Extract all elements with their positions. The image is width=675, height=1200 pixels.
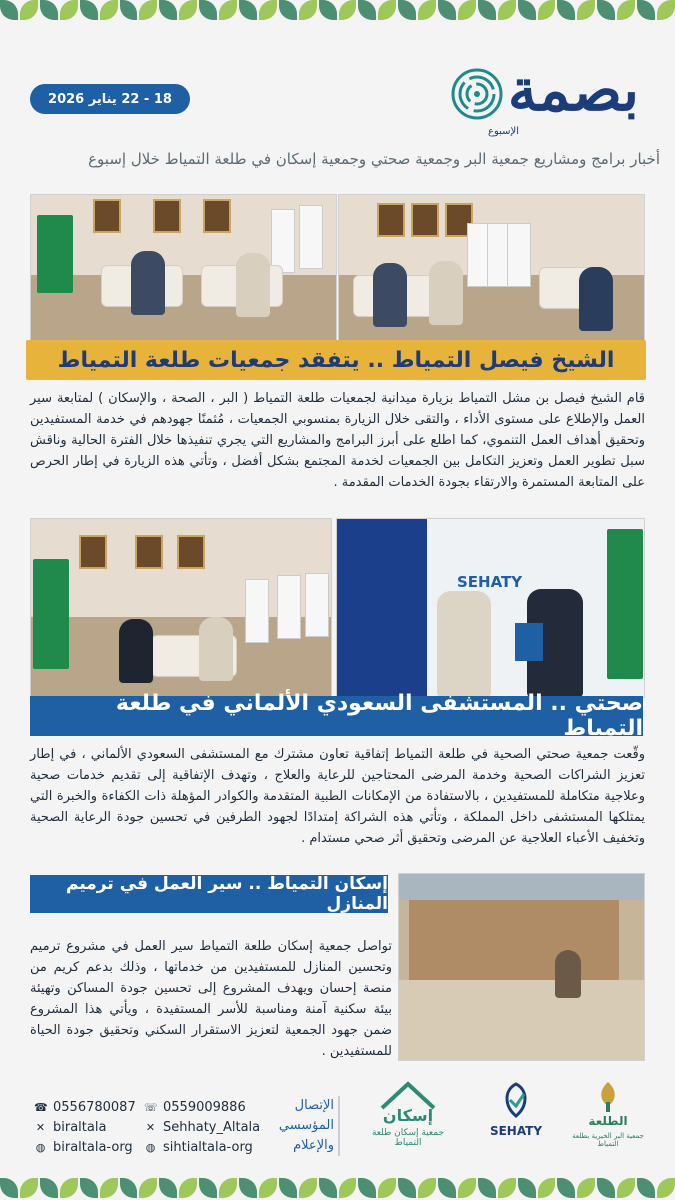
iskan-logo: إسكان جمعية إسكان طلعة التمياط [358, 1080, 458, 1150]
logo-title: بصمة [507, 56, 639, 124]
globe-icon: ◍ [35, 1140, 46, 1154]
article2-photo-right [336, 518, 645, 698]
article2-body: وقّعت جمعية صحتي الصحية في طلعة التمياط إتفاقية تعاون مشترك مع المستشفى السعودي الألماني ، في إطار تعزيز الشراكات الصحية وخدمة المرضى المحتاجين للرعاية والعلاج ، وتهدف الإتفاقية إلى تقديم خدمات صحية وعلاجية متكاملة للمستفيدين ، بالاستفادة من الإمكانات الطبية المتقدمة والكوادر المؤهلة ذات الكفاءة والخبرة التي يمتلكها المستشفى داخل المملكة ، وتأتي هذه الشراكة إمتدادًا لجهود الطرفين في تحسين جودة الرعاية الصحية وتخفيف الأعباء العلاجية عن المرضى وتحقيق أثر صحي مستدام . [30, 747, 645, 846]
article1-body: قام الشيخ فيصل بن مشل التمياط بزيارة ميدانية لجمعيات طلعة التمياط ( البر ، الصحة ، والإسكان ) لمتابعة سير العمل والإطلاع على مستوى الأداء ، والتقى خلال الزيارة بمنسوبي الجمعيات ، مُثمنًا جهودهم في خدمة المستفيدين وتحقيق أهداف العمل التنموي، كما اطلع على أبرز البرامج والمشاريع التي يجري تنفيذها خلال الفترة الحالية وناقش سبل تطوير العمل وتعزيز التكامل بين الجمعيات لخدمة المجتمع بشكل أفضل ، وتأتي هذه الزيارة في إطار الحرص على المتابعة المستمرة والارتقاء بجودة الخدمات المقدمة . [30, 391, 645, 490]
article3-body: تواصل جمعية إسكان طلعة التمياط سير العمل في مشروع ترميم وتحسين المنازل للمستفيدين من خدماتها ، وذلك بدعم كريم من منصة إحسان ويهدف المشروع إلى تحسين جودة المساكن وتهيئة بيئة سكنية آمنة ومناسبة للأسر المستفيدة ، ويأتي هذا المشروع ضمن جهود الجمعية لتعزيز الاستقرار السكني وتحقيق جودة الحياة للمستفيدين . [30, 939, 392, 1059]
department-label: الإتصال المؤسسي والإعلام [266, 1096, 340, 1156]
contact-web2[interactable]: ◍ sihtialtala-org [145, 1139, 253, 1155]
fingerprint-icon [449, 66, 505, 122]
top-leaf-border [0, 0, 675, 22]
contact-x2[interactable]: ✕ Sehhaty_Altala [145, 1119, 261, 1135]
bottom-leaf-border [0, 1178, 675, 1200]
article3-headline [30, 875, 388, 913]
article2-headline [30, 691, 643, 741]
article3-photo [398, 873, 645, 1061]
sehaty-emblem-icon [496, 1080, 536, 1120]
logo-subtitle: الإسبوع [487, 126, 519, 137]
footer-contacts-col2 [34, 1097, 154, 1157]
contact-whatsapp[interactable]: ☏ 0559009886 [144, 1099, 246, 1115]
x-icon: ✕ [145, 1120, 156, 1134]
tree-icon [593, 1080, 623, 1114]
sehaty-sign: SEHATY [457, 573, 523, 591]
birr-logo: الطلعة جمعية البر الخيرية بطلعة التمياط [568, 1080, 648, 1150]
contact-web[interactable]: ◍ biraltala-org [35, 1139, 133, 1155]
article2-headline-text: صحتي .. المستشفى السعودي الألماني في طلعة التمياط [115, 691, 643, 741]
whatsapp-icon: ☏ [144, 1100, 158, 1114]
date-text: 18 - 22 يناير 2026 [48, 91, 172, 107]
article2-photo-left [30, 518, 332, 698]
article1-photo-left [30, 194, 337, 342]
date-badge [30, 84, 190, 114]
sehaty-logo: SEHATY [466, 1080, 566, 1150]
weekly-logo [339, 56, 639, 146]
article3-headline-text: إسكان التمياط .. سير العمل في ترميم المنازل [66, 874, 388, 914]
contact-x[interactable]: ✕ biraltala [35, 1119, 107, 1135]
article1-photo-right [338, 194, 645, 342]
phone-icon: ☎ [34, 1100, 48, 1114]
x-icon: ✕ [35, 1120, 46, 1134]
footer-contacts-col1 [144, 1097, 274, 1157]
page-subtitle: أخبار برامج ومشاريع جمعية البر وجمعية صحتي وجمعية إسكان في طلعة التمياط خلال إسبوع [88, 150, 660, 168]
globe-icon: ◍ [145, 1140, 156, 1154]
contact-phone[interactable]: ☎ 0556780087 [34, 1099, 136, 1115]
article1-headline-text: الشيخ فيصل التمياط .. يتفقد جمعيات طلعة التمياط [57, 347, 615, 373]
article1-headline [26, 340, 646, 380]
